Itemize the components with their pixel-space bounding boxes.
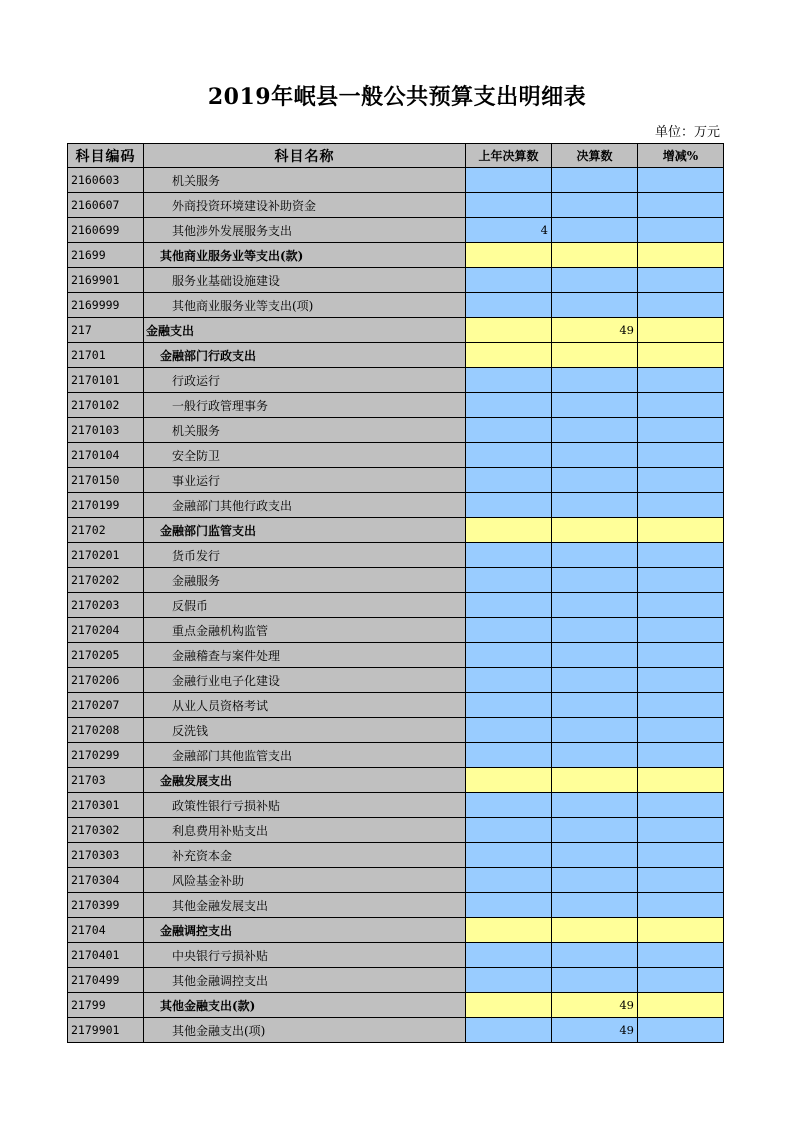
row-change-value [638,218,724,243]
row-change-value [638,668,724,693]
row-change-value [638,993,724,1018]
table-row [68,643,724,668]
row-prev-value [466,418,552,443]
row-final-value [552,893,638,918]
row-name: 事业运行 [144,468,466,493]
row-change-value [638,568,724,593]
row-code: 2169901 [68,268,144,293]
table-row [68,668,724,693]
table-body [68,168,724,1043]
row-change-value [638,918,724,943]
row-final-value [552,593,638,618]
row-name: 其他涉外发展服务支出 [144,218,466,243]
row-prev-value [466,918,552,943]
table-row [68,293,724,318]
table-row [68,218,724,243]
table-row [68,318,724,343]
header-change: 增减% [638,144,724,168]
row-final-value [552,668,638,693]
row-prev-value [466,643,552,668]
row-code: 2170206 [68,668,144,693]
row-code: 2160603 [68,168,144,193]
table-row [68,768,724,793]
page-title: 2019年岷县一般公共预算支出明细表 [207,84,587,110]
row-final-value [552,343,638,368]
row-code: 2169999 [68,293,144,318]
row-name: 重点金融机构监管 [144,618,466,643]
row-final-value [552,618,638,643]
row-final-value [552,518,638,543]
row-code: 2170499 [68,968,144,993]
row-change-value [638,168,724,193]
table-row [68,793,724,818]
row-name: 金融部门行政支出 [144,343,466,368]
header-code: 科目编码 [68,144,144,168]
row-prev-value [466,393,552,418]
row-final-value [552,643,638,668]
row-final-value [552,693,638,718]
row-code: 2170102 [68,393,144,418]
table-row [68,743,724,768]
row-change-value [638,368,724,393]
row-name: 其他金融发展支出 [144,893,466,918]
row-code: 21702 [68,518,144,543]
row-prev-value [466,318,552,343]
row-code: 217 [68,318,144,343]
row-name: 金融调控支出 [144,918,466,943]
table-row [68,718,724,743]
row-final-value [552,393,638,418]
row-final-value [552,768,638,793]
row-final-value [552,843,638,868]
row-name: 其他金融调控支出 [144,968,466,993]
table-row [68,868,724,893]
header-final: 决算数 [552,144,638,168]
row-final-value: 49 [552,1018,638,1043]
row-prev-value: 4 [466,218,552,243]
row-final-value [552,493,638,518]
row-name: 行政运行 [144,368,466,393]
header-prev: 上年决算数 [466,144,552,168]
row-change-value [638,968,724,993]
row-code: 2170104 [68,443,144,468]
row-code: 21799 [68,993,144,1018]
row-change-value [638,443,724,468]
row-code: 21699 [68,243,144,268]
table-row [68,543,724,568]
row-final-value [552,368,638,393]
row-prev-value [466,743,552,768]
table-row [68,443,724,468]
row-name: 中央银行亏损补贴 [144,943,466,968]
row-code: 2170101 [68,368,144,393]
row-name: 政策性银行亏损补贴 [144,793,466,818]
row-prev-value [466,993,552,1018]
row-name: 安全防卫 [144,443,466,468]
row-change-value [638,243,724,268]
row-change-value [638,418,724,443]
row-name: 金融支出 [144,318,466,343]
row-change-value [638,493,724,518]
row-name: 货币发行 [144,543,466,568]
table-row [68,393,724,418]
row-prev-value [466,893,552,918]
budget-table [67,143,724,1043]
row-name: 金融行业电子化建设 [144,668,466,693]
row-change-value [638,768,724,793]
row-code: 2170208 [68,718,144,743]
table-row [68,618,724,643]
row-final-value [552,718,638,743]
row-change-value [638,693,724,718]
row-code: 2170202 [68,568,144,593]
table-row [68,818,724,843]
row-code: 2170199 [68,493,144,518]
row-name: 风险基金补助 [144,868,466,893]
row-code: 2179901 [68,1018,144,1043]
row-change-value [638,843,724,868]
row-name: 金融部门监管支出 [144,518,466,543]
row-change-value [638,293,724,318]
row-change-value [638,193,724,218]
row-change-value [638,268,724,293]
row-code: 2160607 [68,193,144,218]
row-code: 2170204 [68,618,144,643]
row-final-value [552,243,638,268]
row-final-value [552,293,638,318]
row-change-value [638,743,724,768]
row-name: 机关服务 [144,418,466,443]
row-final-value [552,443,638,468]
row-code: 2170401 [68,943,144,968]
table-row [68,568,724,593]
row-prev-value [466,518,552,543]
row-change-value [638,643,724,668]
row-prev-value [466,718,552,743]
row-final-value: 49 [552,993,638,1018]
table-row [68,493,724,518]
row-name: 服务业基础设施建设 [144,268,466,293]
row-prev-value [466,793,552,818]
row-code: 21704 [68,918,144,943]
row-name: 金融部门其他行政支出 [144,493,466,518]
row-change-value [638,318,724,343]
row-final-value [552,543,638,568]
row-prev-value [466,368,552,393]
table-row [68,993,724,1018]
table-row [68,468,724,493]
table-row [68,268,724,293]
row-prev-value [466,868,552,893]
row-prev-value [466,193,552,218]
row-final-value [552,218,638,243]
table-row [68,343,724,368]
row-prev-value [466,443,552,468]
row-name: 从业人员资格考试 [144,693,466,718]
table-row [68,418,724,443]
row-code: 2170299 [68,743,144,768]
row-code: 2170303 [68,843,144,868]
row-change-value [638,518,724,543]
table-row [68,918,724,943]
row-final-value [552,743,638,768]
header-name: 科目名称 [144,144,466,168]
row-prev-value [466,243,552,268]
row-code: 21701 [68,343,144,368]
row-code: 2170201 [68,543,144,568]
row-change-value [638,618,724,643]
row-final-value [552,193,638,218]
row-final-value [552,468,638,493]
row-name: 反洗钱 [144,718,466,743]
row-change-value [638,1018,724,1043]
row-change-value [638,343,724,368]
table-row [68,368,724,393]
table-row [68,243,724,268]
row-name: 机关服务 [144,168,466,193]
row-final-value: 49 [552,318,638,343]
row-code: 2170103 [68,418,144,443]
row-change-value [638,818,724,843]
row-prev-value [466,618,552,643]
row-change-value [638,593,724,618]
row-prev-value [466,168,552,193]
row-change-value [638,793,724,818]
row-code: 2170150 [68,468,144,493]
row-final-value [552,418,638,443]
row-code: 2170203 [68,593,144,618]
row-change-value [638,543,724,568]
row-prev-value [466,818,552,843]
row-name: 金融稽查与案件处理 [144,643,466,668]
table-row [68,593,724,618]
row-name: 其他金融支出(款) [144,993,466,1018]
row-code: 2170399 [68,893,144,918]
row-prev-value [466,668,552,693]
row-prev-value [466,968,552,993]
table-row [68,843,724,868]
row-prev-value [466,693,552,718]
row-prev-value [466,768,552,793]
row-final-value [552,793,638,818]
row-prev-value [466,543,552,568]
row-name: 其他金融支出(项) [144,1018,466,1043]
row-code: 2170304 [68,868,144,893]
row-name: 反假币 [144,593,466,618]
row-prev-value [466,843,552,868]
row-code: 2160699 [68,218,144,243]
row-change-value [638,893,724,918]
row-name: 利息费用补贴支出 [144,818,466,843]
row-final-value [552,868,638,893]
table-row [68,168,724,193]
row-code: 2170301 [68,793,144,818]
table-header-row [68,144,724,168]
row-prev-value [466,268,552,293]
row-code: 2170207 [68,693,144,718]
row-prev-value [466,943,552,968]
row-name: 其他商业服务业等支出(项) [144,293,466,318]
unit-label: 单位：万元 [654,125,720,140]
row-final-value [552,268,638,293]
row-final-value [552,818,638,843]
row-final-value [552,918,638,943]
row-code: 2170302 [68,818,144,843]
row-change-value [638,718,724,743]
row-name: 金融发展支出 [144,768,466,793]
row-name: 外商投资环境建设补助资金 [144,193,466,218]
table-row [68,1018,724,1043]
row-change-value [638,393,724,418]
row-final-value [552,568,638,593]
row-name: 金融服务 [144,568,466,593]
row-name: 金融部门其他监管支出 [144,743,466,768]
row-prev-value [466,468,552,493]
row-prev-value [466,493,552,518]
table-row [68,893,724,918]
row-prev-value [466,343,552,368]
row-change-value [638,943,724,968]
row-name: 补充资本金 [144,843,466,868]
row-code: 2170205 [68,643,144,668]
row-final-value [552,943,638,968]
row-final-value [552,168,638,193]
row-prev-value [466,1018,552,1043]
row-final-value [552,968,638,993]
table-row [68,943,724,968]
table-row [68,968,724,993]
row-change-value [638,868,724,893]
table-row [68,693,724,718]
row-name: 一般行政管理事务 [144,393,466,418]
row-code: 21703 [68,768,144,793]
table-row [68,518,724,543]
row-prev-value [466,293,552,318]
row-prev-value [466,593,552,618]
table-row [68,193,724,218]
row-change-value [638,468,724,493]
row-prev-value [466,568,552,593]
row-name: 其他商业服务业等支出(款) [144,243,466,268]
